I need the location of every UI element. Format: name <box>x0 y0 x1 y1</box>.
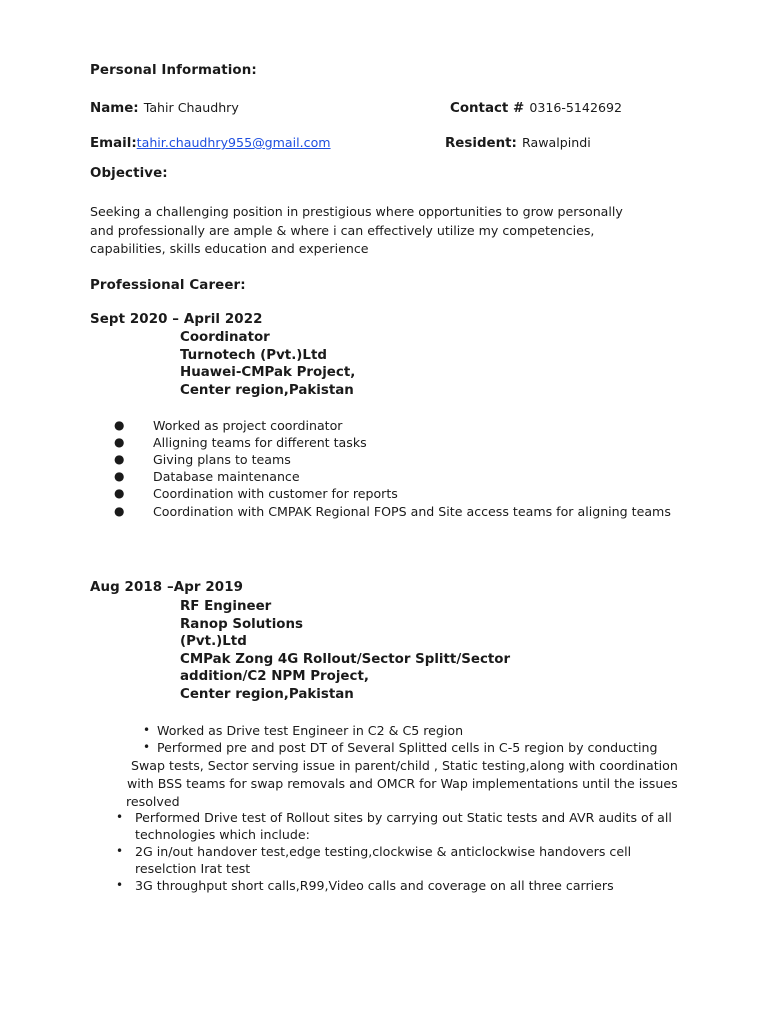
job2-title: RF Engineer <box>180 599 272 614</box>
name-value: Tahir Chaudhry <box>143 100 239 115</box>
list-item-continuation: resolved <box>126 794 180 809</box>
job2-project-line2: addition/C2 NPM Project, <box>180 669 369 684</box>
name-label: Name: <box>90 101 139 116</box>
job1-project: Huawei-CMPak Project, <box>180 365 356 380</box>
job1-company: Turnotech (Pvt.)Ltd <box>180 347 327 363</box>
job1-title: Coordinator <box>180 330 270 345</box>
list-item-continuation: with BSS teams for swap removals and OMCR for Wap implementations until the issues <box>127 776 678 791</box>
resume-page: Personal Information: Name: Tahir Chaudhry Contact # 0316-5142692 Email:tahir.chaudhry955@gmail.com Resident: Rawalpindi Objective: Seeking a challenging position in prestigious where opportunities to grow personally and professionally are ample & where i can effectively utilize my competencies, capabilities, skills education and experience Professional Career: Sept 2020 – April 2022 Coordinator Turnotech (Pvt.)Ltd Huawei-CMPak Project, Center region,Pakistan ● Worked as project coordinator ● Alligning teams for different tasks ● Giving plans to teams ● Database maintenance ● Coordination with customer for reports ● Coordination with CMPAK Regional FOPS and Site access teams for aligning teams Aug 2018 –Apr 2019 RF Engineer Ranop Solutions (Pvt.)Ltd CMPak Zong 4G Rollout/Sector Splitt/Sector addition/C2 NPM Project, Center region,Pakistan • Worked as Drive test Engineer in C2 & C5 region • Performed pre and post DT of Several Splitted cells in C-5 region by conducting Swap tests, Sector serving issue in parent/child , Static testing,along with coordination with BSS teams for swap removals and OMCR for Wap implementations until the issues resolved • Performed Drive test of Rollout sites by carrying out Static tests and AVR audits of all technologies which include: • 2G in/out handover test,edge testing,clockwise & anticlockwise handovers cell reselction Irat test • 3G throughput short calls,R99,Video calls and coverage on all three carriers <box>0 0 768 1024</box>
resident-label: Resident: <box>445 136 517 151</box>
resident-value: Rawalpindi <box>522 135 591 150</box>
job1-period: Sept 2020 – April 2022 <box>90 312 263 327</box>
job2-details <box>180 598 510 703</box>
objective-text: Seeking a challenging position in prestigious where opportunities to grow personally and professionally are ample & where i can effectively utilize my competencies, capabilities, skills education and experience <box>90 204 623 256</box>
job2-bullet-list: • Worked as Drive test Engineer in C2 & C5 region • Performed pre and post DT of Several Splitted cells in C-5 region by conducting Swap tests, Sector serving issue in parent/child , Static testing,along with coordination with BSS teams for swap removals and OMCR for Wap implementations until the issues resolved • Performed Drive test of Rollout sites by carrying out Static tests and AVR audits of all technologies which include: • 2G in/out handover test,edge testing,clockwise & anticlockwise handovers cell reselction Irat test • 3G throughput short calls,R99,Video calls and coverage on all three carriers <box>116 723 678 893</box>
career-heading: Professional Career: <box>90 278 246 293</box>
name-row <box>90 97 239 116</box>
job2-period: Aug 2018 –Apr 2019 <box>90 580 244 595</box>
resident-row <box>445 132 591 151</box>
job2-company-line1: Ranop Solutions <box>180 616 303 632</box>
job2-project-line1: CMPak Zong 4G Rollout/Sector Splitt/Sector <box>180 651 511 667</box>
job1-region: Center region,Pakistan <box>180 382 354 398</box>
contact-value: 0316-5142692 <box>529 100 622 115</box>
job2-company-line2: (Pvt.)Ltd <box>180 634 247 649</box>
list-item-continuation: Swap tests, Sector serving issue in parent/child , Static testing,along with coordination <box>131 758 678 773</box>
email-row <box>90 132 331 151</box>
job1-details <box>180 329 355 399</box>
personal-info-heading: Personal Information: <box>90 63 257 78</box>
email-label: Email: <box>90 136 137 151</box>
list-item-continuation: reselction Irat test <box>135 861 251 876</box>
job2-region: Center region,Pakistan <box>180 686 354 702</box>
objective-heading: Objective: <box>90 166 168 181</box>
list-item-continuation: technologies which include: <box>135 827 310 842</box>
contact-label: Contact # <box>450 101 525 116</box>
email-link[interactable]: tahir.chaudhry955@gmail.com <box>136 135 331 150</box>
contact-row <box>450 97 622 116</box>
